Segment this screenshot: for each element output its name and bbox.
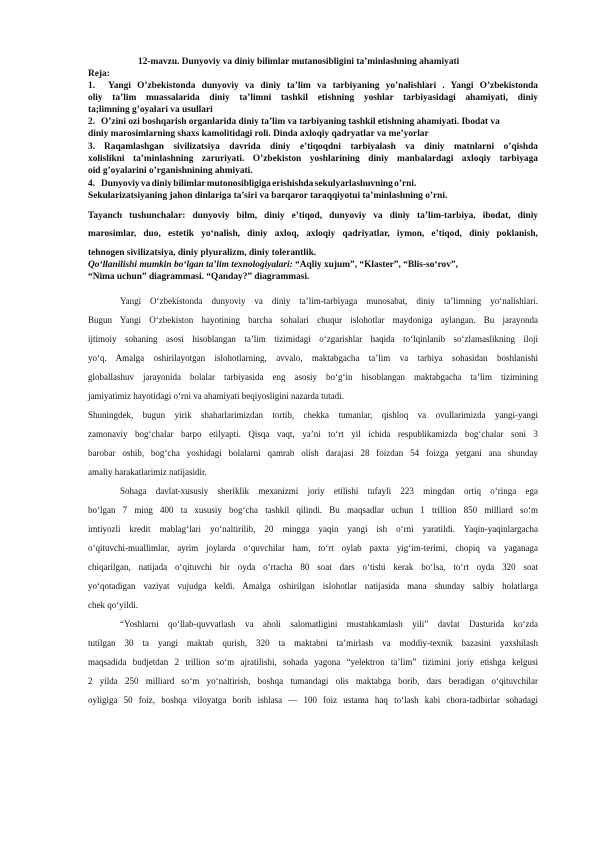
paragraph-line: Shuningdek, bugun yirik shaharlarimizdan tortib, chekka tumanlar, qishloq va ovullarimizda yangi-yangi xyxy=(88,410,538,420)
paragraph-line: globallashuv jarayonida bolalar tarbiyasida eng asosiy bo‘g‘in hisoblangan maktabgacha ta’lim tizimining xyxy=(88,372,538,382)
paragraph-line: Yangi O‘zbekistonda dunyoviy va diniy ta’lim-tarbiyaga munosabat, diniy ta’limning yo‘nalishlari. xyxy=(120,296,538,306)
plan-item-line: Sekularizatsiyaning jahon dinlariga ta’siri va barqaror taraqqiyotui ta’minlashning o’rni. xyxy=(88,191,448,201)
plan-item-number: 3. xyxy=(88,142,96,152)
paragraph-line: Bugun Yangi O‘zbekiston hayotining barcha sohalari chuqur islohotlar maydoniga aylangan. Bu jarayonda xyxy=(88,315,538,325)
paragraph-line: yo‘qotadigan vaziyat vujudga keldi. Amalga oshirilgan islohotlar natijasida mana shunday salbiy holatlarga xyxy=(88,581,538,591)
plan-heading: Reja: xyxy=(88,69,110,79)
plan-item-line: Raqamlashgan sivilizatsiya davrida diniy e’tiqoqdni tarbiyalash va diniy matnlarni o’qishda xyxy=(104,142,538,152)
paragraph-line: ijtimoiy sohaning asosi hisoblangan ta’lim tizimidagi o‘zgarishlar haqida to‘lqinlanib so‘zlamaslikning iloji xyxy=(88,334,538,344)
teaching-methods-label: Qo‘llanilishi mumkin bo‘lgan ta’lim texnologiyalari: xyxy=(88,260,293,270)
teaching-methods-list: “Aqliy xujum”, “Klaster”, “Blis-so‘rov”, xyxy=(292,260,458,270)
paragraph-line: zamonaviy bog‘chalar barpo etilyapti. Qisqa vaqt, ya’ni to‘rt yil ichida respublikamizda bog‘chalar soni 3 xyxy=(88,429,538,439)
paragraph-line: yo‘q. Amalga oshirilayotgan islohotlarning, avvalo, maktabgacha ta’lim va tarbiya sohasidan boshlanishi xyxy=(88,353,538,363)
key-concepts-line: tehnogen sivilizatsiya, diniy plyuralizm, diniy tolerantlik. xyxy=(88,248,317,258)
plan-item-number: 1. xyxy=(88,81,96,91)
paragraph-line: amaliy harakatlarimiz natijasidir. xyxy=(88,467,207,477)
paragraph-line: maqsadida budjetdan 2 trillion so‘m ajratilishi, sohada yagona “yelektron ta’lim” tizimini joriy etishga kelgusi xyxy=(88,657,538,667)
plan-item-line: O’zini ozi boshqarish organlarida diniy ta’lim va tarbiyaning tashkil etishning ahamiyati. Ibodat va xyxy=(101,117,500,127)
paragraph-line: o‘qituvchi-muallimlar, ayrim joylarda o‘quvchilar ham, to‘rt oylab paxta yig‘im-terimi, chopiq va yaganaga xyxy=(88,543,538,553)
paragraph-line: jamiyatimiz hayotidagi o‘rni va ahamiyati beqiyosligini nazarda tutadi. xyxy=(88,391,344,401)
paragraph-line: oyligiga 50 foiz, boshqa viloyatga borib ishlasa — 100 foiz ustama haq to‘lash kabi chora-tadbirlar sohadagi xyxy=(88,695,538,705)
paragraph-line: 2 yilda 250 milliard so‘m yo‘naltirish, boshqa tumandagi olis maktabga borib, dars beradigan o‘qituvchilar xyxy=(88,676,538,686)
plan-item-line: xolislikni ta’minlashning zaruriyati. O’zbekiston yoshlarining diniy manbalardagi axloqiy tarbiyaga xyxy=(88,154,538,164)
key-concepts-line: marosimlar, duo, estetik yo‘nalish, diniy axloq, axloqiy qadriyatlar, iymon, e’tiqod, diniy poklanish, xyxy=(88,229,538,239)
teaching-methods xyxy=(88,259,538,271)
plan-item-line: Dunyoviy va diniy bilimlar mutonosibligiga erishishda sekulyarlashuvning o’rni. xyxy=(101,179,417,189)
plan-item-number: 2. xyxy=(88,117,96,127)
paragraph-line: “Yoshlarni qo‘llab-quvvatlash va aholi salomatligini mustahkamlash yili” davlat Dasturida ko‘zda xyxy=(120,619,538,629)
plan-item-line: Yangi O’zbekistonda dunyoviy va diniy ta’lim va tarbiyaning yo’nalishlari . Yangi O’zbekistonda xyxy=(108,81,538,91)
paragraph-line: chiqarilgan, natijada o‘qituvchi bir oyda o‘rtacha 80 soat dars o‘tishi kerak bo‘lsa, to‘rt oyda 320 soat xyxy=(88,562,538,572)
document-title: 12-mavzu. Dunyoviy va diniy bilimlar mutanosibligini ta’minlashning ahamiyati xyxy=(138,57,460,67)
key-concepts-line: Tayanch tushunchalar: dunyoviy bilm, diniy e’tiqod, dunyoviy va diniy ta’lim-tarbiya, ibodat, diniy xyxy=(88,211,538,221)
paragraph-line: tutilgan 30 ta yangi maktab qurish, 320 ta maktabni ta’mirlash va moddiy-texnik bazasini yaxshilash xyxy=(88,638,538,648)
paragraph-line: imtiyozli kredit mablag‘lari yo‘naltirilib, 20 mingga yaqin yangi ish o‘rni yaratildi. Yaqin-yaqinlargacha xyxy=(88,524,538,534)
paragraph-line: chek qo‘yildi. xyxy=(88,600,138,610)
plan-item-number: 4. xyxy=(88,179,96,189)
plan-item-line: diniy marosimlarning shaxs kamolitidagi roli. Dinda axloqiy qadryatlar va me’yorlar xyxy=(88,129,429,139)
paragraph-line: barobar oshib, bog‘cha yoshidagi bolalarni qamrab olish darajasi 28 foizdan 54 foizga yetgani ana shunday xyxy=(88,448,538,458)
plan-item-line: ta;limning g’oyalari va usullari xyxy=(88,105,213,115)
paragraph-line: Sohaga davlat-xususiy sheriklik mexanizmi joriy etilishi tufayli 223 mingdan ortiq o‘ringa ega xyxy=(120,486,538,496)
plan-item-line: oid g’oyalarini o’rganishnining ahmiyati. xyxy=(88,166,253,176)
teaching-methods-line: “Nima uchun” diagrammasi. “Qanday?” diagrammasi. xyxy=(88,272,310,282)
paragraph-line: bo‘lgan 7 ming 400 ta xususiy bog‘cha tashkil qilindi. Bu maqsadlar uchun 1 trillion 850 milliard so‘m xyxy=(88,505,538,515)
plan-item-line: oliy ta’lim muassalarida diniy ta’limni tashkil etishning yoshlar tarbiyasidagi ahamiyati, diniy xyxy=(88,93,538,103)
